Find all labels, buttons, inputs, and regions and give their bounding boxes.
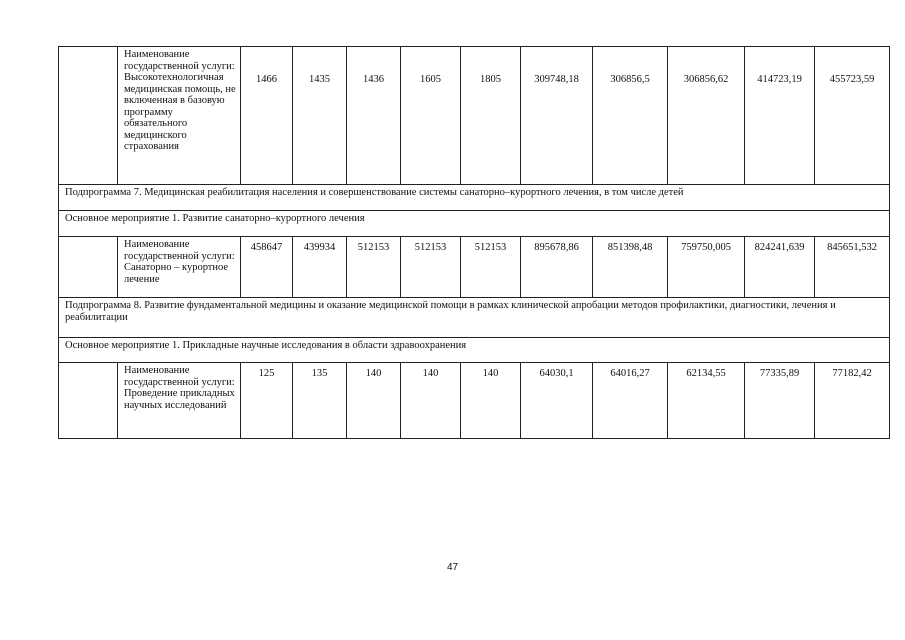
empty-cell (59, 47, 118, 185)
subprogram-title: Подпрограмма 8. Развитие фундаментальной медицины и оказание медицинской помощи в рамках клинической апробации методов профилактики, диагностики, лечения и реабилитации (59, 298, 890, 338)
value-cell: 64016,27 (593, 363, 668, 439)
value-cell: 64030,1 (521, 363, 593, 439)
table-row (59, 237, 890, 298)
value-cell: 512153 (347, 237, 401, 298)
value-cell: 77182,42 (815, 363, 890, 439)
value-cell: 1805 (461, 47, 521, 185)
page-number: 47 (446, 562, 459, 573)
section-row (59, 338, 890, 363)
value-cell: 140 (347, 363, 401, 439)
value-cell: 824241,639 (745, 237, 815, 298)
value-cell: 439934 (293, 237, 347, 298)
value-cell: 309748,18 (521, 47, 593, 185)
value-cell: 759750,005 (668, 237, 745, 298)
value-cell: 851398,48 (593, 237, 668, 298)
value-cell: 455723,59 (815, 47, 890, 185)
subprogram-title: Подпрограмма 7. Медицинская реабилитация населения и совершенствование системы санаторно–курортного лечения, в том числе детей (59, 185, 890, 211)
value-cell: 306856,62 (668, 47, 745, 185)
table-row (59, 47, 890, 185)
value-cell: 1605 (401, 47, 461, 185)
value-cell: 306856,5 (593, 47, 668, 185)
value-cell: 895678,86 (521, 237, 593, 298)
value-cell: 77335,89 (745, 363, 815, 439)
value-cell: 140 (401, 363, 461, 439)
value-cell: 62134,55 (668, 363, 745, 439)
value-cell: 458647 (241, 237, 293, 298)
value-cell: 845651,532 (815, 237, 890, 298)
empty-cell (59, 363, 118, 439)
services-table (58, 46, 890, 439)
value-cell: 1466 (241, 47, 293, 185)
section-row (59, 298, 890, 338)
table-row (59, 363, 890, 439)
section-row (59, 185, 890, 211)
value-cell: 140 (461, 363, 521, 439)
section-row (59, 211, 890, 237)
value-cell: 414723,19 (745, 47, 815, 185)
value-cell: 1436 (347, 47, 401, 185)
value-cell: 512153 (461, 237, 521, 298)
activity-title: Основное мероприятие 1. Развитие санаторно–курортного лечения (59, 211, 890, 237)
empty-cell (59, 237, 118, 298)
service-name: Наименование государственной услуги: Санаторно – курортное лечение (118, 237, 241, 298)
service-name: Наименование государственной услуги: Проведение прикладных научных исследований (118, 363, 241, 439)
service-name: Наименование государственной услуги: Высокотехнологичная медицинская помощь, не включенная в базовую программу обязательного медицинского страхования (118, 47, 241, 185)
value-cell: 125 (241, 363, 293, 439)
activity-title: Основное мероприятие 1. Прикладные научные исследования в области здравоохранения (59, 338, 890, 363)
value-cell: 512153 (401, 237, 461, 298)
value-cell: 135 (293, 363, 347, 439)
value-cell: 1435 (293, 47, 347, 185)
